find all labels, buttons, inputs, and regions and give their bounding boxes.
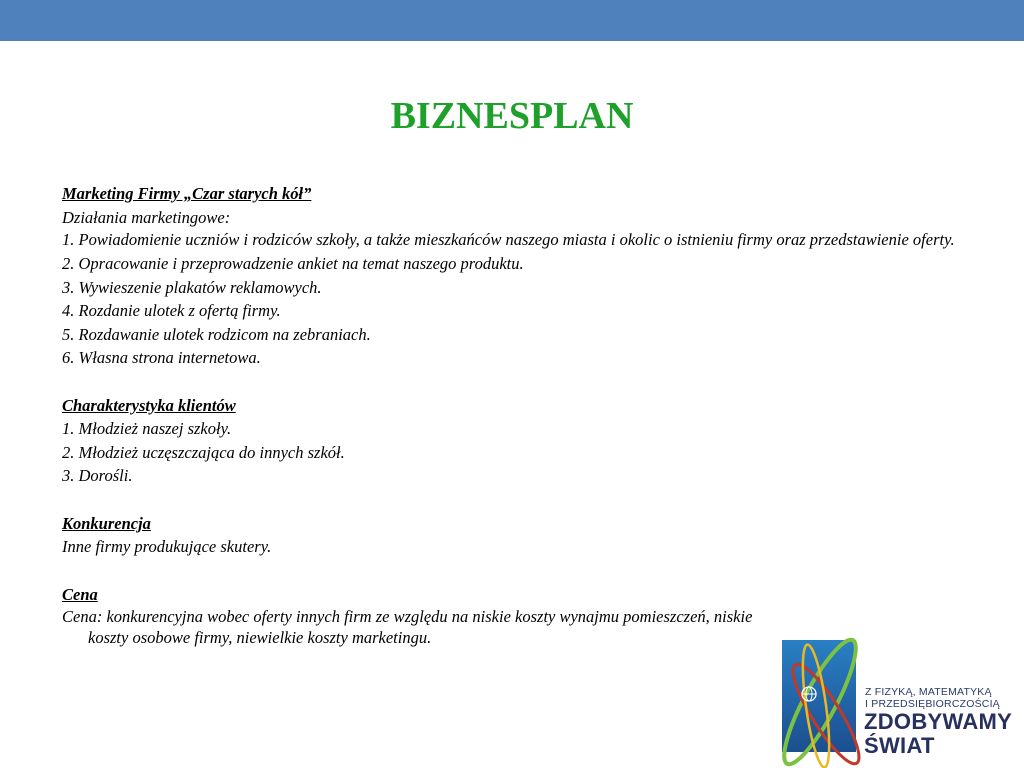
marketing-item: 5. Rozdawanie ulotek rodzicom na zebraniach. xyxy=(62,324,371,344)
clients-heading: Charakterystyka klientów xyxy=(62,395,236,415)
marketing-item: 2. Opracowanie i przeprowadzenie ankiet na temat naszego produktu. xyxy=(62,254,524,273)
logo-wordmark-line2: ŚWIAT xyxy=(864,733,935,758)
slide-title: BIZNESPLAN xyxy=(390,95,634,137)
clients-item: 3. Dorośli. xyxy=(62,466,133,485)
marketing-subheading: Działania marketingowe: xyxy=(62,207,231,227)
clients-item: 2. Młodzież uczęszczająca do innych szkół. xyxy=(62,442,345,462)
top-banner xyxy=(0,0,1024,41)
competition-text: Inne firmy produkujące skutery. xyxy=(62,537,272,556)
marketing-item: 4. Rozdanie ulotek z ofertą firmy. xyxy=(62,301,281,320)
logo-tagline-line2: I PRZEDSIĘBIORCZOŚCIĄ xyxy=(865,698,1000,710)
marketing-heading: Marketing Firmy „Czar starych kół” xyxy=(62,184,312,203)
logo-wordmark xyxy=(864,710,1012,758)
competition-heading: Konkurencja xyxy=(62,513,151,533)
logo-tagline-line1: Z FIZYKĄ, MATEMATYKĄ xyxy=(865,686,992,698)
marketing-item: 6. Własna strona internetowa. xyxy=(62,348,261,367)
clients-item: 1. Młodzież naszej szkoły. xyxy=(62,419,232,438)
logo-wordmark-line1: ZDOBYWAMY xyxy=(864,709,1013,734)
marketing-item: 1. Powiadomienie uczniów i rodziców szkoły, a także mieszkańców naszego miasta i okolic o istnieniu firmy oraz przedstawienie oferty. xyxy=(62,230,955,249)
price-heading: Cena xyxy=(62,584,98,604)
marketing-item: 3. Wywieszenie plakatów reklamowych. xyxy=(62,277,322,297)
logo-tagline xyxy=(865,686,1000,710)
price-text: Cena: konkurencyjna wobec oferty innych firm ze względu na niskie koszty wynajmu pomieszczeń, niskie koszty osobowe firmy, niewielkie koszty marketingu. xyxy=(62,607,753,647)
slide-content xyxy=(62,182,972,648)
